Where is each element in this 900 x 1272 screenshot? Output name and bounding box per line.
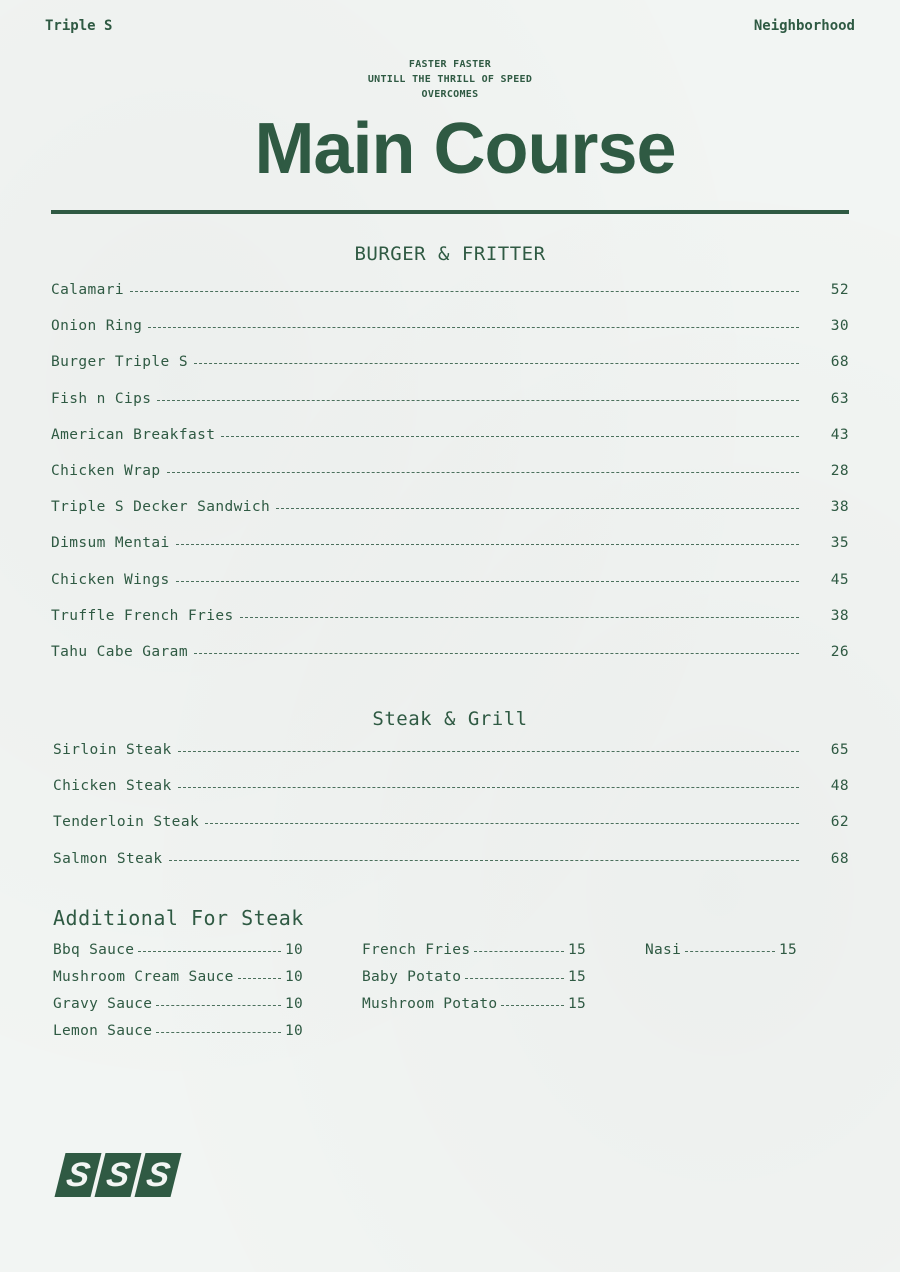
menu-item — [53, 1023, 303, 1050]
menu-item — [362, 969, 586, 996]
menu-item — [51, 535, 849, 571]
menu-item-price: 15 — [778, 942, 797, 958]
logo-letter: S — [143, 1155, 173, 1194]
dotted-leader — [176, 581, 799, 582]
menu-item — [53, 814, 849, 850]
menu-item-price: 68 — [830, 354, 849, 371]
logo-letter: S — [63, 1155, 93, 1194]
dotted-leader — [240, 617, 799, 618]
menu-item-name: Chicken Steak — [53, 778, 172, 795]
menu-item-price: 15 — [567, 969, 586, 985]
menu-item-name: Triple S Decker Sandwich — [51, 499, 271, 516]
menu-item — [51, 608, 849, 644]
logo-block — [135, 1153, 182, 1197]
menu-item-price: 65 — [830, 742, 849, 758]
menu-item — [53, 996, 303, 1023]
menu-item-name: Onion Ring — [51, 318, 143, 335]
tagline-line: UNTILL THE THRILL OF SPEED — [367, 74, 533, 85]
menu-item-name: American Breakfast — [51, 426, 216, 443]
menu-item — [53, 942, 303, 969]
menu-item-name: Mushroom Cream Sauce — [53, 969, 234, 985]
dotted-leader — [685, 951, 775, 952]
menu-item-name: Baby Potato — [362, 969, 462, 985]
title-divider — [51, 210, 849, 214]
menu-item — [51, 463, 849, 499]
menu-item — [645, 942, 797, 969]
menu-item-name: Tenderloin Steak — [53, 814, 200, 831]
dotted-leader — [169, 860, 799, 861]
dotted-leader — [194, 363, 799, 364]
section-title-burger: BURGER & FRITTER — [354, 243, 546, 265]
menu-item-price: 38 — [830, 499, 849, 516]
section-title-additional: Additional For Steak — [53, 906, 304, 930]
menu-item — [51, 282, 849, 318]
dotted-leader — [194, 653, 799, 654]
dotted-leader — [130, 291, 799, 292]
dotted-leader — [178, 751, 799, 752]
menu-item-price: 35 — [830, 535, 849, 552]
page-title: Main Course — [254, 109, 676, 189]
menu-item-price: 28 — [830, 462, 849, 479]
menu-item — [53, 742, 849, 778]
menu-item-price: 68 — [830, 850, 849, 867]
additional-column-2 — [362, 942, 586, 1023]
menu-item-price: 63 — [830, 390, 849, 407]
menu-item-price: 48 — [830, 778, 849, 795]
menu-item-name: Burger Triple S — [51, 354, 188, 371]
menu-item-name: Bbq Sauce — [53, 942, 135, 958]
dotted-leader — [138, 951, 281, 952]
menu-item-price: 15 — [567, 942, 586, 958]
dotted-leader — [148, 327, 799, 328]
additional-column-3 — [645, 942, 797, 969]
brand-name: Triple S — [45, 18, 113, 34]
menu-item-name: Fish n Cips — [51, 390, 152, 407]
menu-item-price: 43 — [830, 426, 849, 443]
menu-item-price: 15 — [567, 996, 586, 1012]
dotted-leader — [465, 978, 564, 979]
additional-column-1 — [53, 942, 303, 1050]
dotted-leader — [238, 978, 281, 979]
menu-item-name: Dimsum Mentai — [51, 535, 170, 552]
menu-item-price: 10 — [284, 1023, 303, 1039]
menu-item-name: Chicken Wings — [51, 571, 170, 588]
dotted-leader — [221, 436, 799, 437]
logo-letter: S — [103, 1155, 133, 1194]
menu-item-price: 26 — [830, 643, 849, 660]
menu-item-name: Gravy Sauce — [53, 996, 153, 1012]
dotted-leader — [474, 951, 564, 952]
menu-item — [53, 778, 849, 814]
menu-item-name: Truffle French Fries — [51, 607, 234, 624]
menu-item-price: 30 — [830, 318, 849, 335]
menu-item-name: Nasi — [645, 942, 682, 958]
menu-item-price: 38 — [830, 607, 849, 624]
menu-item-price: 10 — [284, 996, 303, 1012]
menu-item-name: Salmon Steak — [53, 850, 163, 867]
menu-item — [51, 427, 849, 463]
menu-item-price: 52 — [830, 282, 849, 298]
location-label: Neighborhood — [753, 18, 855, 34]
menu-item — [51, 572, 849, 608]
menu-item-name: Chicken Wrap — [51, 462, 161, 479]
menu-item — [51, 318, 849, 354]
menu-item — [53, 851, 849, 887]
menu-item — [51, 499, 849, 535]
menu-item — [362, 942, 586, 969]
menu-item — [51, 391, 849, 427]
tagline-line: FASTER FASTER — [408, 59, 492, 70]
sss-logo — [60, 1153, 176, 1197]
dotted-leader — [176, 544, 799, 545]
logo-block — [95, 1153, 142, 1197]
menu-item — [51, 354, 849, 390]
tagline-line: OVERCOMES — [421, 89, 479, 100]
menu-item-price: 45 — [830, 571, 849, 588]
section-title-steak: Steak & Grill — [372, 708, 528, 730]
dotted-leader — [501, 1005, 563, 1006]
dotted-leader — [178, 787, 799, 788]
menu-item-name: French Fries — [362, 942, 471, 958]
dotted-leader — [157, 400, 799, 401]
menu-item-name: Mushroom Potato — [362, 996, 498, 1012]
steak-item-list — [53, 742, 849, 887]
menu-item-price: 62 — [830, 814, 849, 831]
burger-item-list — [51, 282, 849, 680]
logo-block — [55, 1153, 102, 1197]
dotted-leader — [167, 472, 799, 473]
dotted-leader — [205, 823, 799, 824]
menu-item — [362, 996, 586, 1023]
dotted-leader — [276, 508, 799, 509]
menu-item-name: Calamari — [51, 282, 125, 298]
tagline — [0, 57, 900, 102]
menu-item-name: Lemon Sauce — [53, 1023, 153, 1039]
dotted-leader — [156, 1032, 281, 1033]
dotted-leader — [156, 1005, 281, 1006]
menu-item — [51, 644, 849, 680]
menu-item — [53, 969, 303, 996]
menu-item-price: 10 — [284, 942, 303, 958]
menu-item-name: Tahu Cabe Garam — [51, 643, 188, 660]
menu-item-name: Sirloin Steak — [53, 742, 172, 758]
menu-item-price: 10 — [284, 969, 303, 985]
